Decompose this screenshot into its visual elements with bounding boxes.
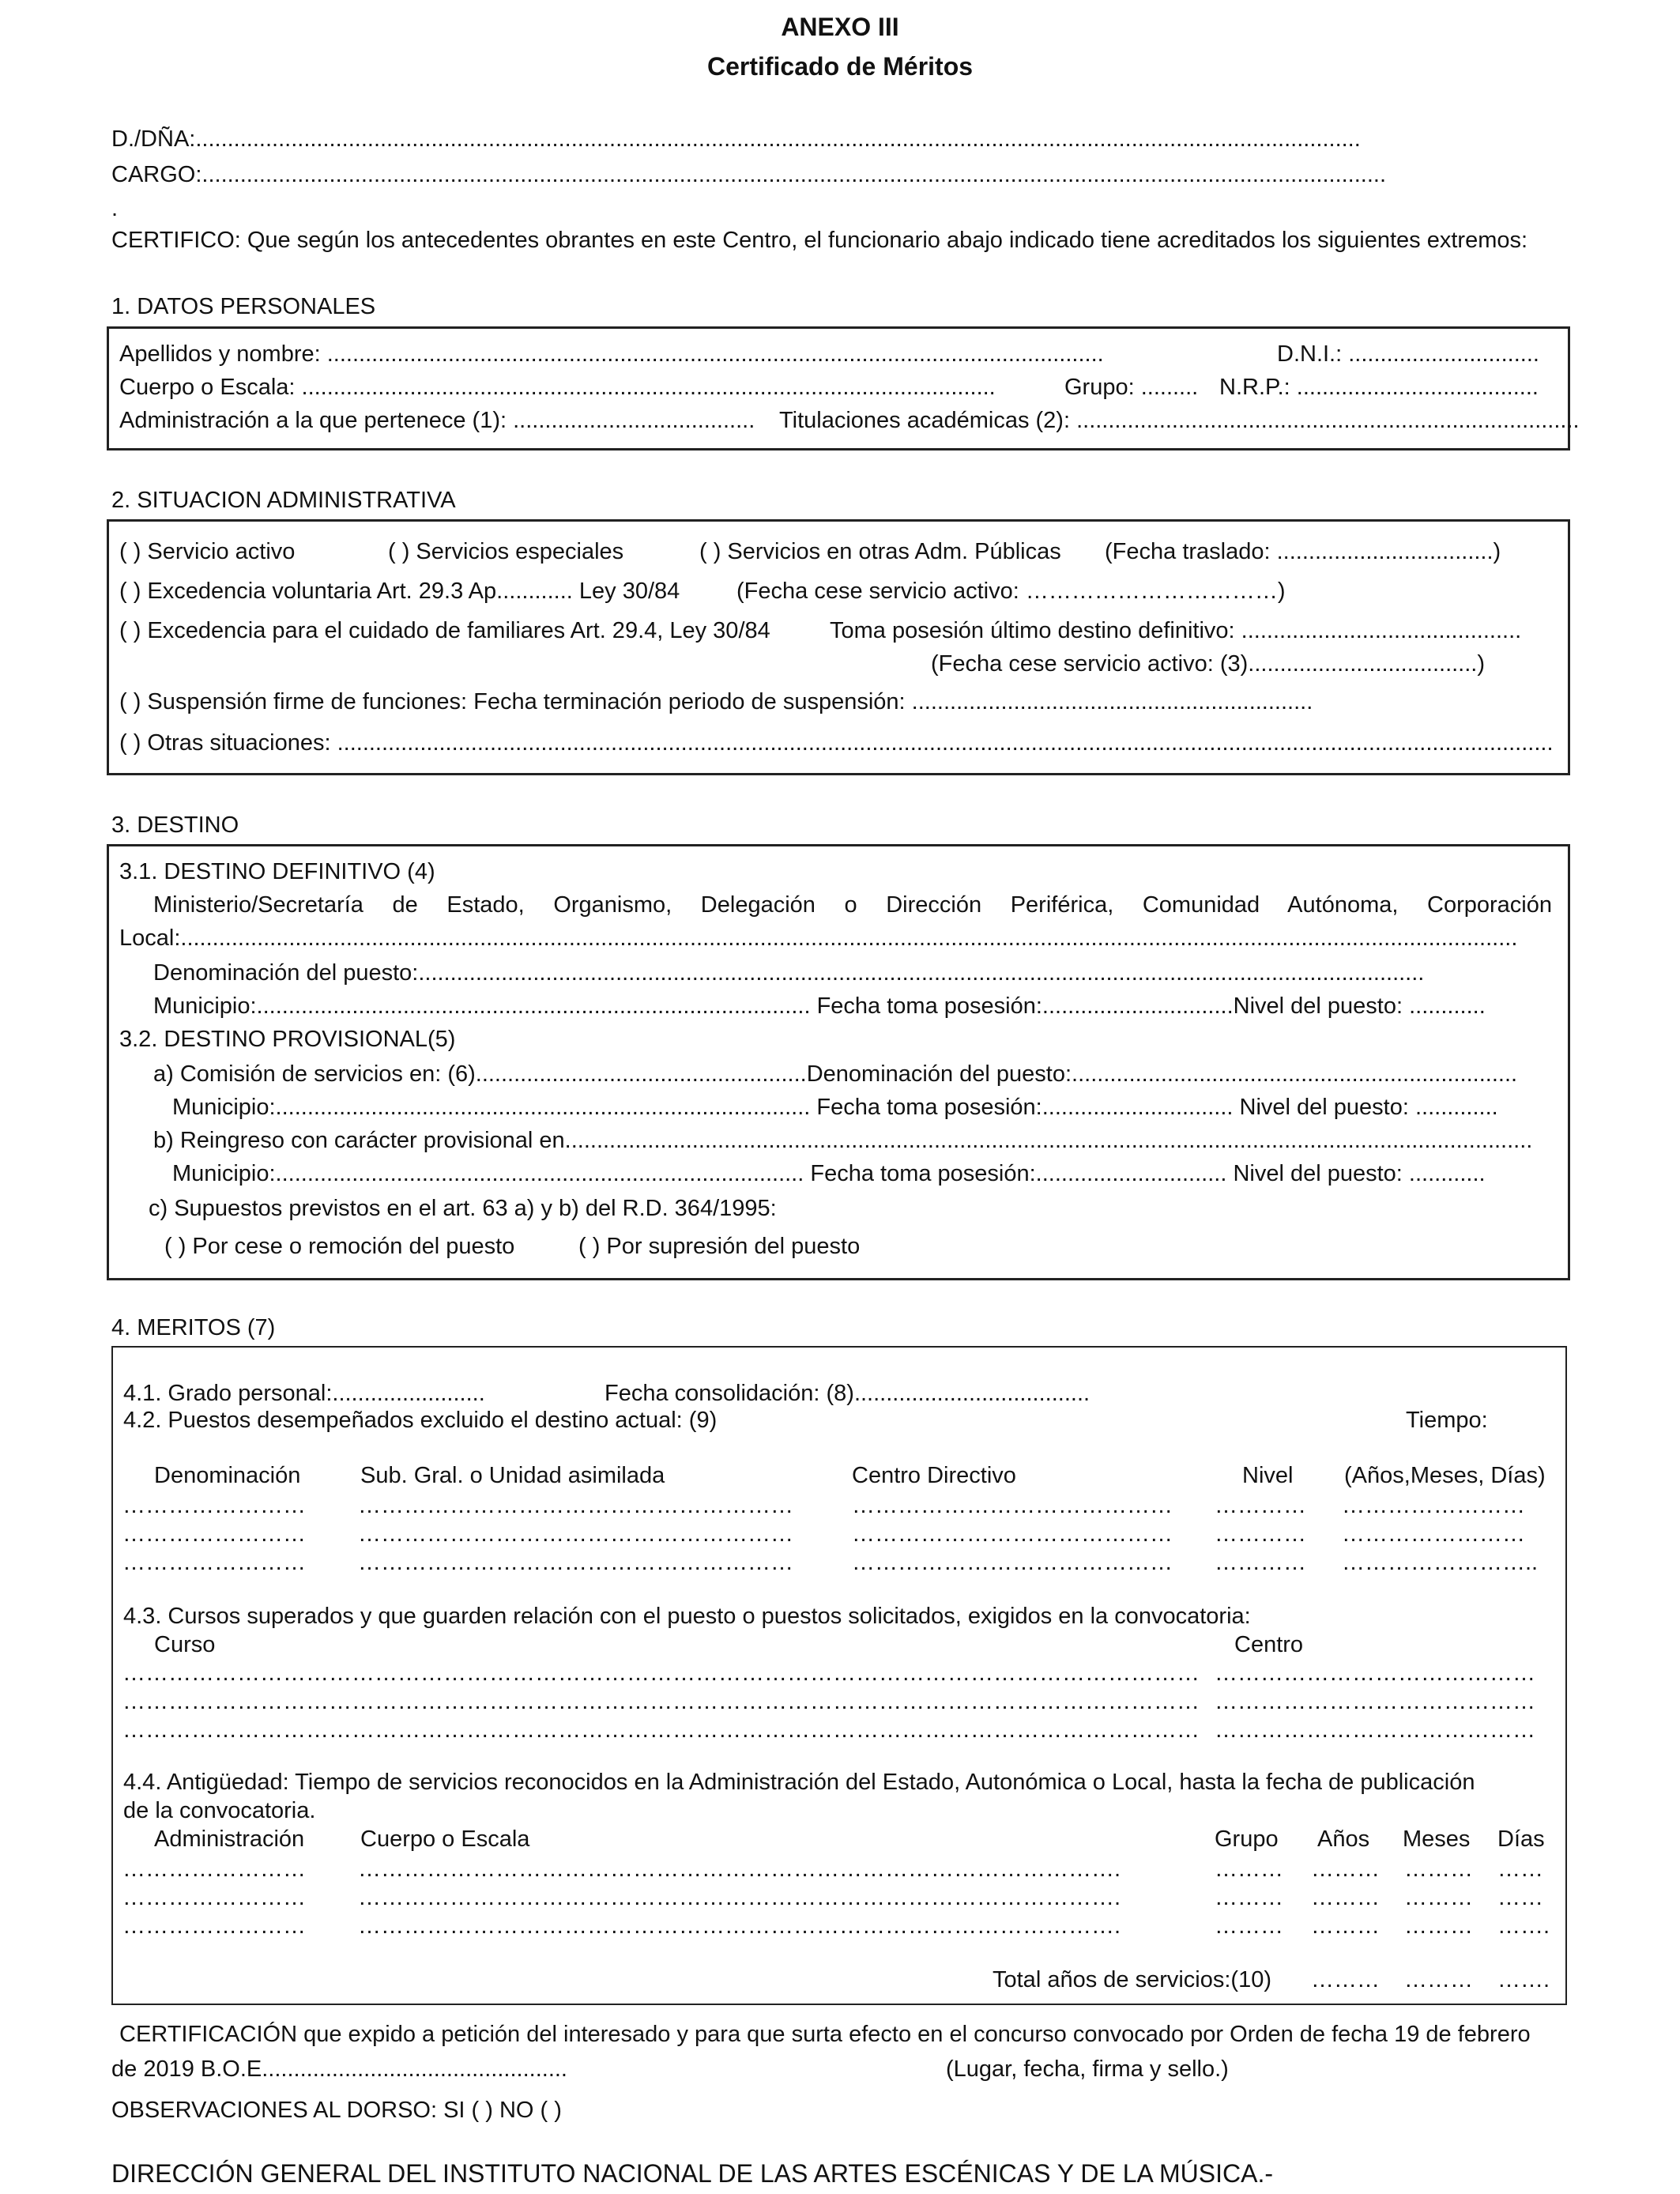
ministerio-label: Ministerio/Secretaría de Estado, Organismo, Delegación o Dirección Periférica, Comunidad Autónoma, Corporación bbox=[153, 892, 1552, 918]
col-amd: (Años,Meses, Días) bbox=[1344, 1463, 1546, 1488]
administracion-field[interactable]: Administración a la que pertenece (1): ...................................... bbox=[119, 408, 755, 433]
otras-adm-option[interactable]: ( ) Servicios en otras Adm. Públicas bbox=[699, 539, 1061, 564]
fecha-cese-field[interactable]: (Fecha cese servicio activo: ……………………………) bbox=[736, 579, 1286, 604]
table-cell[interactable]: …………………………………… bbox=[1215, 1689, 1535, 1714]
table-cell[interactable]: …………………………………… bbox=[852, 1550, 1173, 1575]
cursos-label: 4.3. Cursos superados y que guarden relación con el puesto o puestos solicitados, exigidos en la convocatoria: bbox=[123, 1604, 1251, 1629]
table-cell[interactable]: …… bbox=[1497, 1885, 1543, 1910]
tiempo-label: Tiempo: bbox=[1406, 1408, 1488, 1433]
total-anos-label: Total años de servicios:(10) bbox=[993, 1967, 1271, 1992]
table-cell[interactable]: …………………………………… bbox=[1215, 1717, 1535, 1743]
datos-personales-box bbox=[107, 326, 1580, 450]
table-cell[interactable]: …………………………………… bbox=[852, 1493, 1173, 1518]
table-cell[interactable]: ……… bbox=[1215, 1885, 1283, 1910]
table-cell[interactable]: ………………………………………………………………………………………. bbox=[358, 1857, 1121, 1882]
table-cell[interactable]: ……… bbox=[1404, 1913, 1473, 1939]
supuestos-label: c) Supuestos previstos en el art. 63 a) y b) del R.D. 364/1995: bbox=[149, 1196, 777, 1221]
titulaciones-field[interactable]: Titulaciones académicas (2): ............................................................................... bbox=[779, 408, 1580, 433]
cargo-field[interactable]: CARGO:.......................................................................................................................................................................................... bbox=[111, 162, 1387, 187]
table-cell[interactable]: …………………… bbox=[122, 1521, 306, 1547]
apellidos-field[interactable]: Apellidos y nombre: .......................................................................................................................... bbox=[119, 341, 1104, 367]
municipio-b-field[interactable]: Municipio:................................................................................... Fecha toma posesión:.............................. Nivel del puesto: ............ bbox=[172, 1161, 1486, 1186]
suspension-option[interactable]: ( ) Suspensión firme de funciones: Fecha terminación periodo de suspensión: ............................................................... bbox=[119, 689, 1313, 714]
destino-definitivo-heading: 3.1. DESTINO DEFINITIVO (4) bbox=[119, 859, 435, 884]
observaciones-field[interactable]: OBSERVACIONES AL DORSO: SI ( ) NO ( ) bbox=[111, 2098, 562, 2123]
servicio-activo-option[interactable]: ( ) Servicio activo bbox=[119, 539, 296, 564]
dona-field[interactable]: D./DÑA:....................................................................................................................................................................................... bbox=[111, 126, 1361, 152]
table-cell[interactable]: …………………………………… bbox=[1215, 1661, 1535, 1686]
stray-dot: . bbox=[111, 196, 119, 221]
antiguedad-label-2: de la convocatoria. bbox=[123, 1798, 316, 1823]
table-cell[interactable]: …………………… bbox=[122, 1493, 306, 1518]
col-subgral: Sub. Gral. o Unidad asimilada bbox=[360, 1463, 665, 1488]
table-cell[interactable]: ……… bbox=[1311, 1913, 1380, 1939]
document-title: ANEXO III bbox=[781, 13, 899, 41]
col-meses: Meses bbox=[1403, 1826, 1471, 1852]
consolidacion-field[interactable]: Fecha consolidación: (8)..................................... bbox=[605, 1381, 1090, 1406]
direccion-general-text: DIRECCIÓN GENERAL DEL INSTITUTO NACIONAL DE LAS ARTES ESCÉNICAS Y DE LA MÚSICA.- bbox=[111, 2159, 1273, 2188]
reingreso-field[interactable]: b) Reingreso con carácter provisional en........................................................................................................................................................ bbox=[153, 1128, 1533, 1153]
meritos-box bbox=[111, 1346, 1567, 2005]
table-cell[interactable]: …………………… bbox=[122, 1857, 306, 1882]
table-cell[interactable]: ………………………………………………… bbox=[358, 1521, 793, 1547]
dni-field[interactable]: D.N.I.: .............................. bbox=[1277, 341, 1539, 367]
col-centro: Centro Directivo bbox=[852, 1463, 1016, 1488]
excedencia-voluntaria-option[interactable]: ( ) Excedencia voluntaria Art. 29.3 Ap............ Ley 30/84 bbox=[119, 579, 680, 604]
local-field[interactable]: Local:.................................................................................................................................................................................................................. bbox=[119, 925, 1518, 951]
toma-posesion-field[interactable]: Toma posesión último destino definitivo: ............................................ bbox=[830, 618, 1522, 643]
destino-provisional-heading: 3.2. DESTINO PROVISIONAL(5) bbox=[119, 1027, 456, 1052]
table-cell[interactable]: ……… bbox=[1215, 1857, 1283, 1882]
cese-option[interactable]: ( ) Por cese o remoción del puesto bbox=[164, 1234, 515, 1259]
denominacion-field[interactable]: Denominación del puesto:.............................................................................................................................................................. bbox=[153, 960, 1425, 986]
municipio-a-field[interactable]: Municipio:.................................................................................... Fecha toma posesión:.............................. Nivel del puesto: ............. bbox=[172, 1095, 1498, 1120]
col-denominacion: Denominación bbox=[154, 1463, 301, 1488]
table-cell[interactable]: …………………… bbox=[1342, 1493, 1525, 1518]
col-administracion: Administración bbox=[154, 1826, 305, 1852]
puestos-label: 4.2. Puestos desempeñados excluido el destino actual: (9) bbox=[123, 1408, 718, 1433]
fecha-cese-3-field[interactable]: (Fecha cese servicio activo: (3)....................................) bbox=[931, 651, 1486, 677]
total-anos-value[interactable]: ……… bbox=[1311, 1967, 1380, 1992]
col-centro-cursos: Centro bbox=[1234, 1632, 1304, 1657]
section-3-heading: 3. DESTINO bbox=[111, 812, 239, 838]
table-cell[interactable]: ……. bbox=[1497, 1913, 1550, 1939]
certifico-text: CERTIFICO: Que según los antecedentes obrantes en este Centro, el funcionario abajo indicado tiene acreditados los siguientes extremos: bbox=[111, 228, 1528, 253]
table-cell[interactable]: ………………………………………………………………………………………. bbox=[358, 1885, 1121, 1910]
table-cell[interactable]: …………………………………………………………………………………………………………………………… bbox=[122, 1661, 1200, 1686]
excedencia-familiares-option[interactable]: ( ) Excedencia para el cuidado de familiares Art. 29.4, Ley 30/84 bbox=[119, 618, 770, 643]
municipio-field[interactable]: Municipio:....................................................................................... Fecha toma posesión:..............................Nivel del puesto: ............ bbox=[153, 993, 1486, 1019]
situacion-box bbox=[107, 519, 1570, 775]
table-cell[interactable]: ………………………………………………… bbox=[358, 1550, 793, 1575]
fecha-traslado-field[interactable]: (Fecha traslado: ..................................) bbox=[1105, 539, 1501, 564]
supresion-option[interactable]: ( ) Por supresión del puesto bbox=[578, 1234, 861, 1259]
grado-field[interactable]: 4.1. Grado personal:........................ bbox=[123, 1381, 485, 1406]
table-cell[interactable]: …………………… bbox=[122, 1913, 306, 1939]
table-cell[interactable]: …………………… bbox=[122, 1550, 306, 1575]
table-cell[interactable]: …… bbox=[1497, 1857, 1543, 1882]
table-cell[interactable]: …………………………………… bbox=[852, 1521, 1173, 1547]
col-anos: Años bbox=[1317, 1826, 1370, 1852]
servicios-especiales-option[interactable]: ( ) Servicios especiales bbox=[388, 539, 624, 564]
otras-situaciones-option[interactable]: ( ) Otras situaciones: ............................................................................................................................................................................................... bbox=[119, 730, 1554, 756]
lugar-fecha-label: (Lugar, fecha, firma y sello.) bbox=[946, 2056, 1229, 2082]
certificacion-text: CERTIFICACIÓN que expido a petición del interesado y para que surta efecto en el concurso convocado por Orden de fecha 19 de febrero bbox=[119, 2022, 1531, 2047]
destino-box bbox=[107, 844, 1570, 1280]
section-4-heading: 4. MERITOS (7) bbox=[111, 1315, 276, 1340]
cuerpo-field[interactable]: Cuerpo o Escala: ............................................................................................................. bbox=[119, 375, 996, 400]
boe-field[interactable]: de 2019 B.O.E................................................ bbox=[111, 2056, 567, 2082]
table-cell[interactable]: ………………………………………………… bbox=[358, 1493, 793, 1518]
col-dias: Días bbox=[1497, 1826, 1545, 1852]
table-cell[interactable]: ………… bbox=[1215, 1550, 1306, 1575]
table-cell[interactable]: ……… bbox=[1404, 1885, 1473, 1910]
table-cell[interactable]: …………………… bbox=[1342, 1521, 1525, 1547]
section-2-heading: 2. SITUACION ADMINISTRATIVA bbox=[111, 488, 456, 513]
table-cell[interactable]: …………………….. bbox=[1342, 1550, 1539, 1575]
total-dias-value[interactable]: ……. bbox=[1497, 1967, 1550, 1992]
nrp-field[interactable]: N.R.P.: ...................................... bbox=[1219, 375, 1539, 400]
table-cell[interactable]: ………… bbox=[1215, 1521, 1306, 1547]
col-grupo: Grupo bbox=[1215, 1826, 1279, 1852]
comision-field[interactable]: a) Comisión de servicios en: (6)....................................................Denominación del puesto:...................................................................... bbox=[153, 1061, 1518, 1087]
antiguedad-label: 4.4. Antigüedad: Tiempo de servicios reconocidos en la Administración del Estado, Autonómica o Local, hasta la fecha de publicación bbox=[123, 1770, 1475, 1795]
table-cell[interactable]: …………………………………………………………………………………………………………………………… bbox=[122, 1689, 1200, 1714]
col-nivel: Nivel bbox=[1242, 1463, 1294, 1488]
col-curso: Curso bbox=[154, 1632, 216, 1657]
grupo-field[interactable]: Grupo: ......... bbox=[1064, 375, 1199, 400]
table-cell[interactable]: …………………………………………………………………………………………………………………………… bbox=[122, 1717, 1200, 1743]
section-1-heading: 1. DATOS PERSONALES bbox=[111, 294, 376, 319]
table-cell[interactable]: ……… bbox=[1404, 1857, 1473, 1882]
table-cell[interactable]: ………… bbox=[1215, 1493, 1306, 1518]
table-cell[interactable]: ………………………………………………………………………………………. bbox=[358, 1913, 1121, 1939]
table-cell[interactable]: ……… bbox=[1311, 1857, 1380, 1882]
document-subtitle: Certificado de Méritos bbox=[706, 52, 974, 81]
table-cell[interactable]: ……… bbox=[1311, 1885, 1380, 1910]
table-cell[interactable]: ……… bbox=[1215, 1913, 1283, 1939]
total-meses-value[interactable]: ……… bbox=[1404, 1967, 1473, 1992]
table-cell[interactable]: …………………… bbox=[122, 1885, 306, 1910]
col-cuerpo: Cuerpo o Escala bbox=[360, 1826, 530, 1852]
